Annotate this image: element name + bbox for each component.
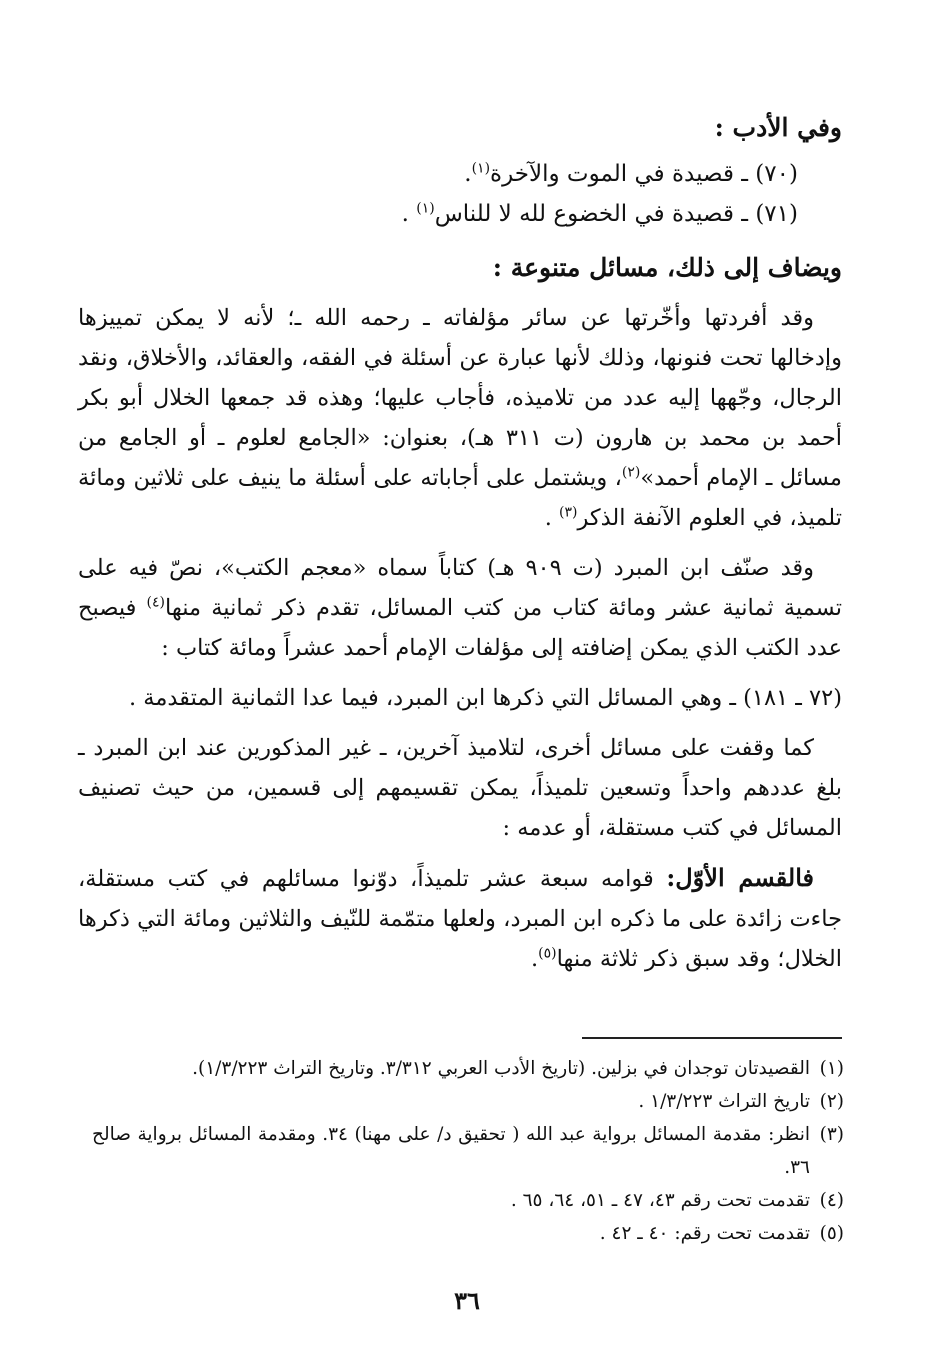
page-number: ٣٦ (454, 1286, 480, 1315)
footnotes (92, 1052, 844, 1250)
list-item-70: (٧٠) ـ قصيدة في الموت والآخرة$^{(١)}$. (464, 160, 798, 187)
section-lead: فالقسم الأوّل: (666, 863, 815, 892)
footnote-ref: (٥) (538, 945, 557, 962)
footnote-ref: (١) (416, 200, 435, 217)
paragraph-3: (٧٢ ـ ١٨١) ـ وهي المسائل التي ذكرها ابن المبرد، فيما عدا الثمانية المتقدمة . (128, 685, 842, 711)
footnote-2: (٢) تاريخ التراث ١/٣/٢٢٣ . (638, 1091, 844, 1112)
footnote-ref: (١) (471, 160, 491, 177)
main-text (78, 108, 842, 979)
footnote-ref: (٤) (146, 594, 166, 611)
paragraph-1: وقد أفردتها وأخّرتها عن سائر مؤلفاته ـ رحمه الله ـ؛ لأنه لا يمكن تمييزها وإدخالها تحت فنونها، وذلك لأنها عبارة عن أسئلة في الفقه، والعقائد، والأخلاق، ونقد الرجال، وجّهها إليه عدد من تلاميذه، فأجاب عليها؛ وهذه قد جمعها الخلال أبو بكر أحمد بن محمد بن هارون (ت ٣١١ هـ)، بعنوان: «الجامع لعلوم ـ أو الجامع من مسائل ـ الإمام أحمد»$^{(٢)}$، ويشتمل على أجاباته على أسئلة ما ينيف على ثلاثين ومائة تلميذ، في العلوم الآنفة الذكر$^{(٣)}$ . (78, 305, 842, 531)
footnote-4: (٤) تقدمت تحت رقم ٤٣، ٤٧ ـ ٥١، ٦٤، ٦٥ . (510, 1190, 844, 1211)
paragraph-4: كما وقفت على مسائل أخرى، لتلاميذ آخرين، ـ غير المذكورين عند ابن المبرد ـ بلغ عددهم واحداً وتسعين تلميذاً، يمكن تقسيمهم إلى قسمين، من حيث تصنيف المسائل في كتب مستقلة، أو عدمه : (78, 735, 842, 841)
footnote-5: (٥) تقدمت تحت رقم: ٤٠ ـ ٤٢ . (599, 1223, 844, 1244)
footnote-ref: (٢) (621, 464, 641, 481)
footnote-1: (١) القصيدتان توجدان في بزلين. (تاريخ الأدب العربي ٣/٣١٢. وتاريخ التراث ١/٣/٢٢٣). (192, 1058, 844, 1079)
footnote-ref: (٣) (559, 504, 578, 521)
section-heading-adab: وفي الأدب : (714, 113, 842, 142)
paragraph-5: فالقسم الأوّل: قوامه سبعة عشر تلميذاً، دوّنوا مسائلهم في كتب مستقلة، جاءت زائدة على ما ذكره ابن المبرد، ولعلها متمّمة للنّيف والثلاثين ومائة التي ذكرها الخلال؛ وقد سبق ذكر ثلاثة منها$^{(٥)}$. (78, 863, 842, 972)
footnote-3: (٣) انظر: مقدمة المسائل برواية عبد الله ( تحقيق د/ على مهنا) ٣٤. ومقدمة المسائل برواية صالح ٣٦. (92, 1124, 844, 1178)
footnote-divider (582, 1037, 842, 1039)
list-item-71: (٧١) ـ قصيدة في الخضوع لله لا للناس$^{(١)}$ . (401, 200, 798, 227)
paragraph-2: وقد صنّف ابن المبرد (ت ٩٠٩ هـ) كتاباً سماه «معجم الكتب»، نصّ فيه على تسمية ثمانية عشر ومائة كتاب من كتب المسائل، تقدم ذكر ثمانية منها$^{(٤)}$ فيصبح عدد الكتب الذي يمكن إضافته إلى مؤلفات الإمام أحمد عشراً ومائة كتاب : (78, 555, 842, 661)
section-heading-masail: ويضاف إلى ذلك، مسائل متنوعة : (492, 253, 842, 282)
